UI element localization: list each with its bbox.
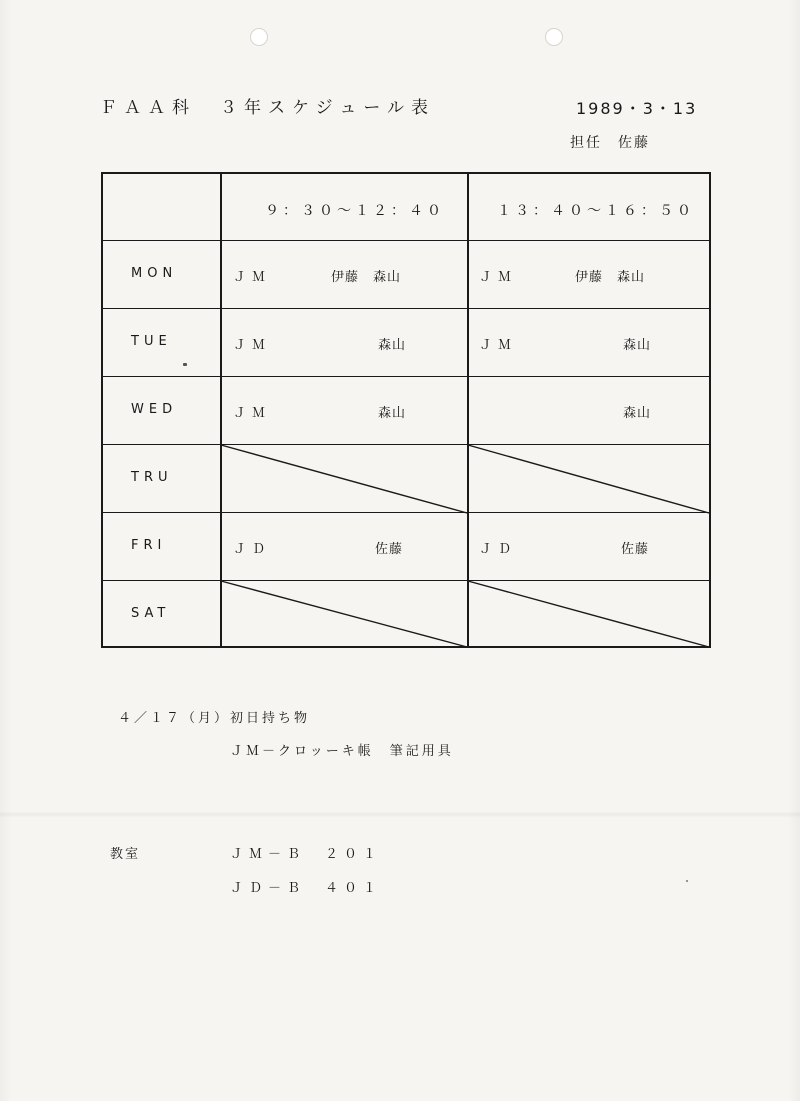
- first-day-note: ４／１７（月）初日持ち物: [118, 711, 311, 726]
- punch-hole-left: [250, 28, 268, 46]
- document-title: ＦＡＡ科 ３年スケジュール表: [100, 98, 435, 118]
- empty-slot-slash: [221, 445, 467, 513]
- morning-teachers: 佐藤: [375, 542, 404, 557]
- day-label: TRU: [131, 470, 173, 485]
- morning-subject: ＪＭ: [233, 406, 272, 421]
- afternoon-subject: ＪＭ: [479, 270, 518, 285]
- day-label: FRI: [131, 538, 167, 553]
- table-row-fri: [103, 512, 709, 580]
- document-date: 1989・3・13: [576, 99, 698, 118]
- afternoon-subject: ＪＭ: [479, 338, 518, 353]
- empty-slot-slash: [468, 581, 709, 647]
- time-slot-morning: ９：３０～１２：４０: [265, 203, 445, 219]
- table-header-row: [103, 174, 709, 240]
- paper-speck: [686, 880, 688, 882]
- time-slot-afternoon: １３：４０～１６：５０: [497, 203, 695, 219]
- table-row-wed: [103, 376, 709, 444]
- morning-subject: ＪＤ: [233, 542, 272, 557]
- day-label: MON: [131, 266, 178, 281]
- afternoon-teachers: 森山: [623, 338, 652, 353]
- morning-teachers: 森山: [378, 406, 407, 421]
- table-row-sat: [103, 580, 709, 646]
- afternoon-teachers: 佐藤: [621, 542, 650, 557]
- day-label: SAT: [131, 606, 171, 621]
- classroom-entry: ＪＤ－Ｂ ４０１: [230, 881, 383, 896]
- classroom-label: 教室: [110, 847, 141, 862]
- day-label: WED: [131, 402, 178, 417]
- table-row-tue: [103, 308, 709, 376]
- empty-slot-slash: [468, 445, 709, 513]
- table-row-mon: [103, 240, 709, 308]
- morning-teachers: 伊藤 森山: [331, 270, 402, 285]
- afternoon-teachers: 森山: [623, 406, 652, 421]
- afternoon-subject: ＪＤ: [479, 542, 518, 557]
- first-day-items: ＪＭ－クロッーキ帳 筆記用具: [230, 744, 454, 759]
- morning-teachers: 森山: [378, 338, 407, 353]
- schedule-table: [101, 172, 711, 648]
- classroom-entry: ＪＭ－Ｂ ２０１: [230, 847, 383, 862]
- empty-slot-slash: [221, 581, 467, 647]
- homeroom-teacher: 担任 佐藤: [570, 135, 650, 151]
- stray-mark: [183, 363, 187, 366]
- morning-subject: ＪＭ: [233, 338, 272, 353]
- day-label: TUE: [131, 334, 172, 349]
- punch-hole-right: [545, 28, 563, 46]
- morning-subject: ＪＭ: [233, 270, 272, 285]
- afternoon-teachers: 伊藤 森山: [575, 270, 646, 285]
- table-row-tru: [103, 444, 709, 512]
